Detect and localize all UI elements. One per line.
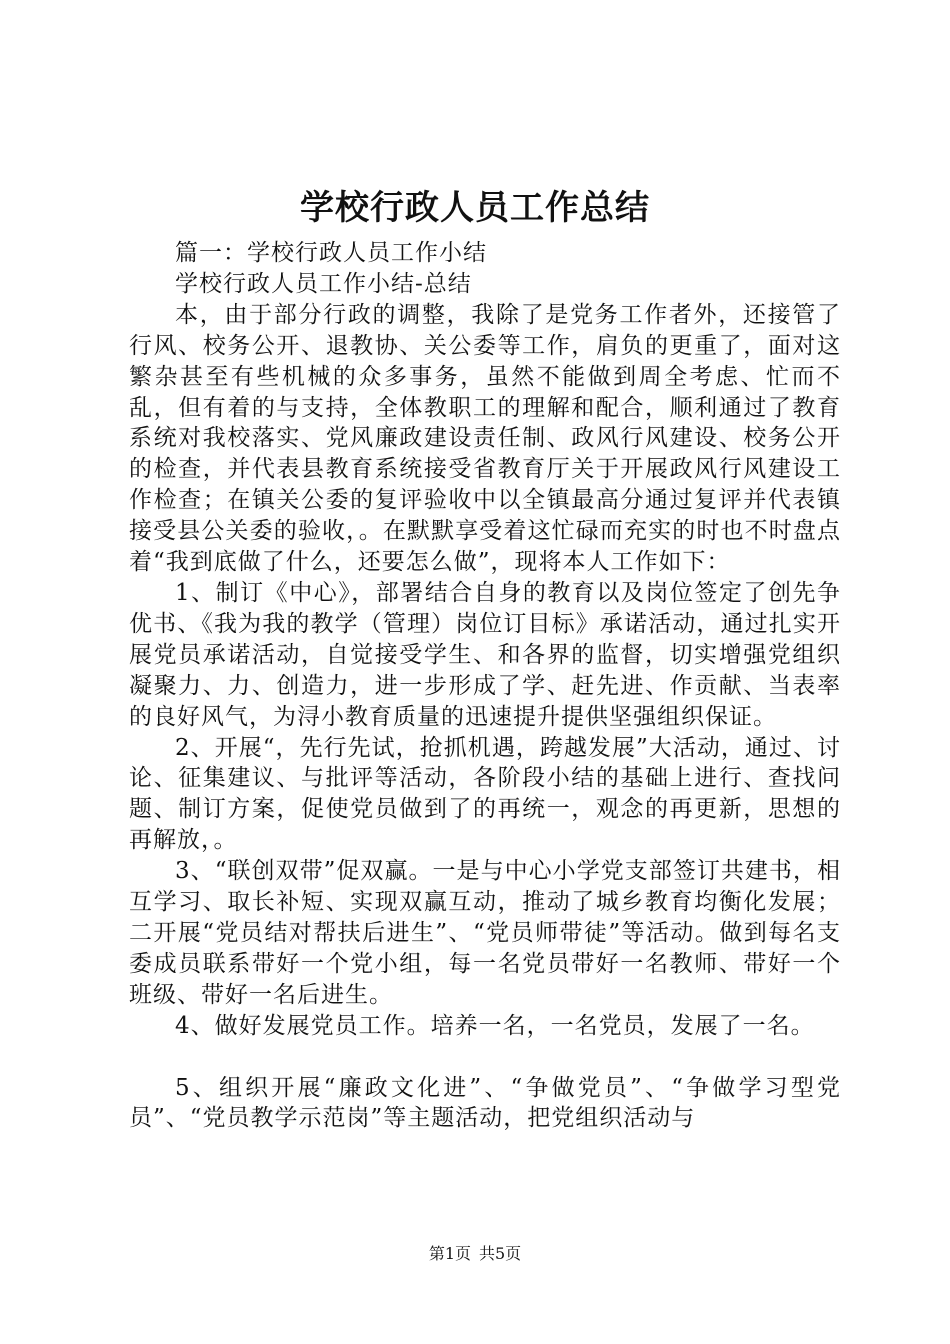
paragraph-item-2: 2、开展“，先行先试，抢抓机遇，跨越发展”大活动，通过、讨论、征集建议、与批评等活动，各阶段小结的基础上进行、查找问题、制订方案，促使党员做到了的再统一，观念的再更新，思想的再解放，。 xyxy=(129,734,841,854)
document-body xyxy=(129,238,841,1134)
paragraph-section-heading: 篇一：学校行政人员工作小结 xyxy=(175,240,487,266)
paragraph-intro: 本，由于部分行政的调整，我除了是党务工作者外，还接管了行风、校务公开、退教协、关公委等工作，肩负的更重了，面对这繁杂甚至有些机械的众多事务，虽然不能做到周全考虑、忙而不乱，但有着的与支持，全体教职工的理解和配合，顺利通过了教育系统对我校落实、党风廉政建设责任制、政风行风建设、校务公开的检查，并代表县教育系统接受省教育厅关于开展政风行风建设工作检查；在镇关公委的复评验收中以全镇最高分通过复评并代表镇接受县公关委的验收，。在默默享受着这忙碌而充实的时也不时盘点着“我到底做了什么，还要怎么做”，现将本人工作如下： xyxy=(129,301,841,576)
page-total: 共5页 xyxy=(479,1244,522,1263)
document-title: 学校行政人员工作总结 xyxy=(300,188,650,228)
paragraph-item-4: 4、做好发展党员工作。培养一名，一名党员，发展了一名。 xyxy=(175,1012,815,1039)
paragraph-item-5: 5、组织开展“廉政文化进”、“争做党员”、“争做学习型党员”、“党员教学示范岗”等主题活动，把党组织活动与 xyxy=(129,1074,841,1132)
paragraph-item-3: 3、“联创双带”促双赢。一是与中心小学党支部签订共建书，相互学习、取长补短、实现双赢互动，推动了城乡教育均衡化发展；二开展“党员结对帮扶后进生”、“党员师带徒”等活动。做到每名支委成员联系带好一个党小组，每一名党员带好一名教师、带好一个班级、带好一名后进生。 xyxy=(129,858,841,1008)
page-number: 第1页 xyxy=(428,1244,471,1263)
page-footer xyxy=(0,1244,950,1264)
paragraph-subtitle: 学校行政人员工作小结-总结 xyxy=(175,270,472,297)
paragraph-item-1: 1、制订《中心》，部署结合自身的教育以及岗位签定了创先争优书、《我为我的教学（管理）岗位订目标》承诺活动，通过扎实开展党员承诺活动，自觉接受学生、和各界的监督，切实增强党组织凝聚力、力、创造力，进一步形成了学、赶先进、作贡献、当表率的良好风气，为浔小教育质量的迅速提升提供坚强组织保证。 xyxy=(129,579,841,730)
